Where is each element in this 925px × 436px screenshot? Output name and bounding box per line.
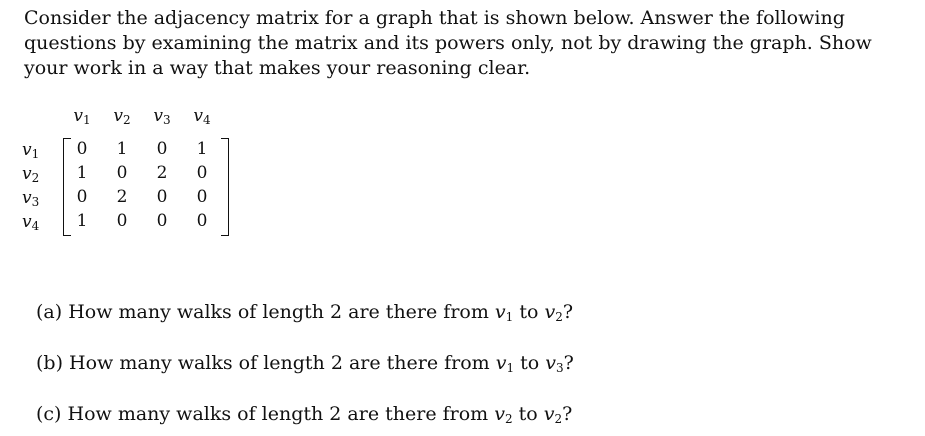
adjacency-matrix (22, 106, 232, 241)
question-mark: ? (562, 403, 573, 425)
matrix-cell: 0 (76, 139, 88, 159)
matrix-cell: 0 (196, 211, 208, 231)
matrix-cell: 1 (116, 139, 128, 159)
row-header-v3: $v_3$ (22, 188, 40, 209)
to-vertex: $v_2$ (544, 301, 563, 324)
question-joiner: to (518, 403, 538, 425)
to-vertex: $v_2$ (543, 403, 563, 426)
question-label: (a) (36, 301, 63, 323)
question-b (36, 351, 574, 380)
row-header-v2: $v_2$ (22, 164, 40, 185)
row-header-v1: $v_1$ (22, 140, 40, 161)
question-label: (b) (36, 352, 63, 374)
question-mark: ? (563, 352, 574, 374)
matrix-cell: 0 (196, 163, 208, 183)
row-header-v4: $v_4$ (22, 212, 40, 233)
question-joiner: to (520, 352, 540, 374)
column-header-v1: $v_1$ (73, 106, 91, 127)
column-header-v2: $v_2$ (113, 106, 131, 127)
matrix-cell: 0 (116, 211, 128, 231)
matrix-cell: 0 (156, 211, 168, 231)
question-text: How many walks of length 2 are there from (68, 301, 489, 323)
question-joiner: to (519, 301, 539, 323)
question-text: How many walks of length 2 are there from (69, 352, 490, 374)
question-text: How many walks of length 2 are there from (67, 403, 489, 425)
matrix-cell: 0 (156, 139, 168, 159)
from-vertex: $v_1$ (494, 301, 514, 324)
to-vertex: $v_3$ (545, 352, 564, 375)
from-vertex: $v_2$ (494, 403, 513, 426)
matrix-cell: 0 (116, 163, 128, 183)
matrix-cell: 2 (116, 187, 128, 207)
problem-statement: Consider the adjacency matrix for a graph that is shown below. Answer the following questions by examining the matrix and its powers only, not by drawing the graph. Show your work in a way that makes your reasoning clear. (24, 7, 872, 79)
matrix-cell: 1 (76, 163, 88, 183)
matrix-right-bracket (221, 138, 229, 236)
matrix-cell: 1 (76, 211, 88, 231)
question-label: (c) (36, 403, 62, 425)
question-a (36, 300, 573, 329)
matrix-cell: 0 (76, 187, 88, 207)
question-c (36, 402, 572, 431)
matrix-cell: 0 (156, 187, 168, 207)
column-header-v3: $v_3$ (153, 106, 171, 127)
matrix-cell: 0 (196, 187, 208, 207)
matrix-cell: 2 (156, 163, 168, 183)
from-vertex: $v_1$ (495, 352, 515, 375)
column-header-v4: $v_4$ (193, 106, 211, 127)
matrix-cell: 1 (196, 139, 208, 159)
question-mark: ? (562, 301, 574, 323)
